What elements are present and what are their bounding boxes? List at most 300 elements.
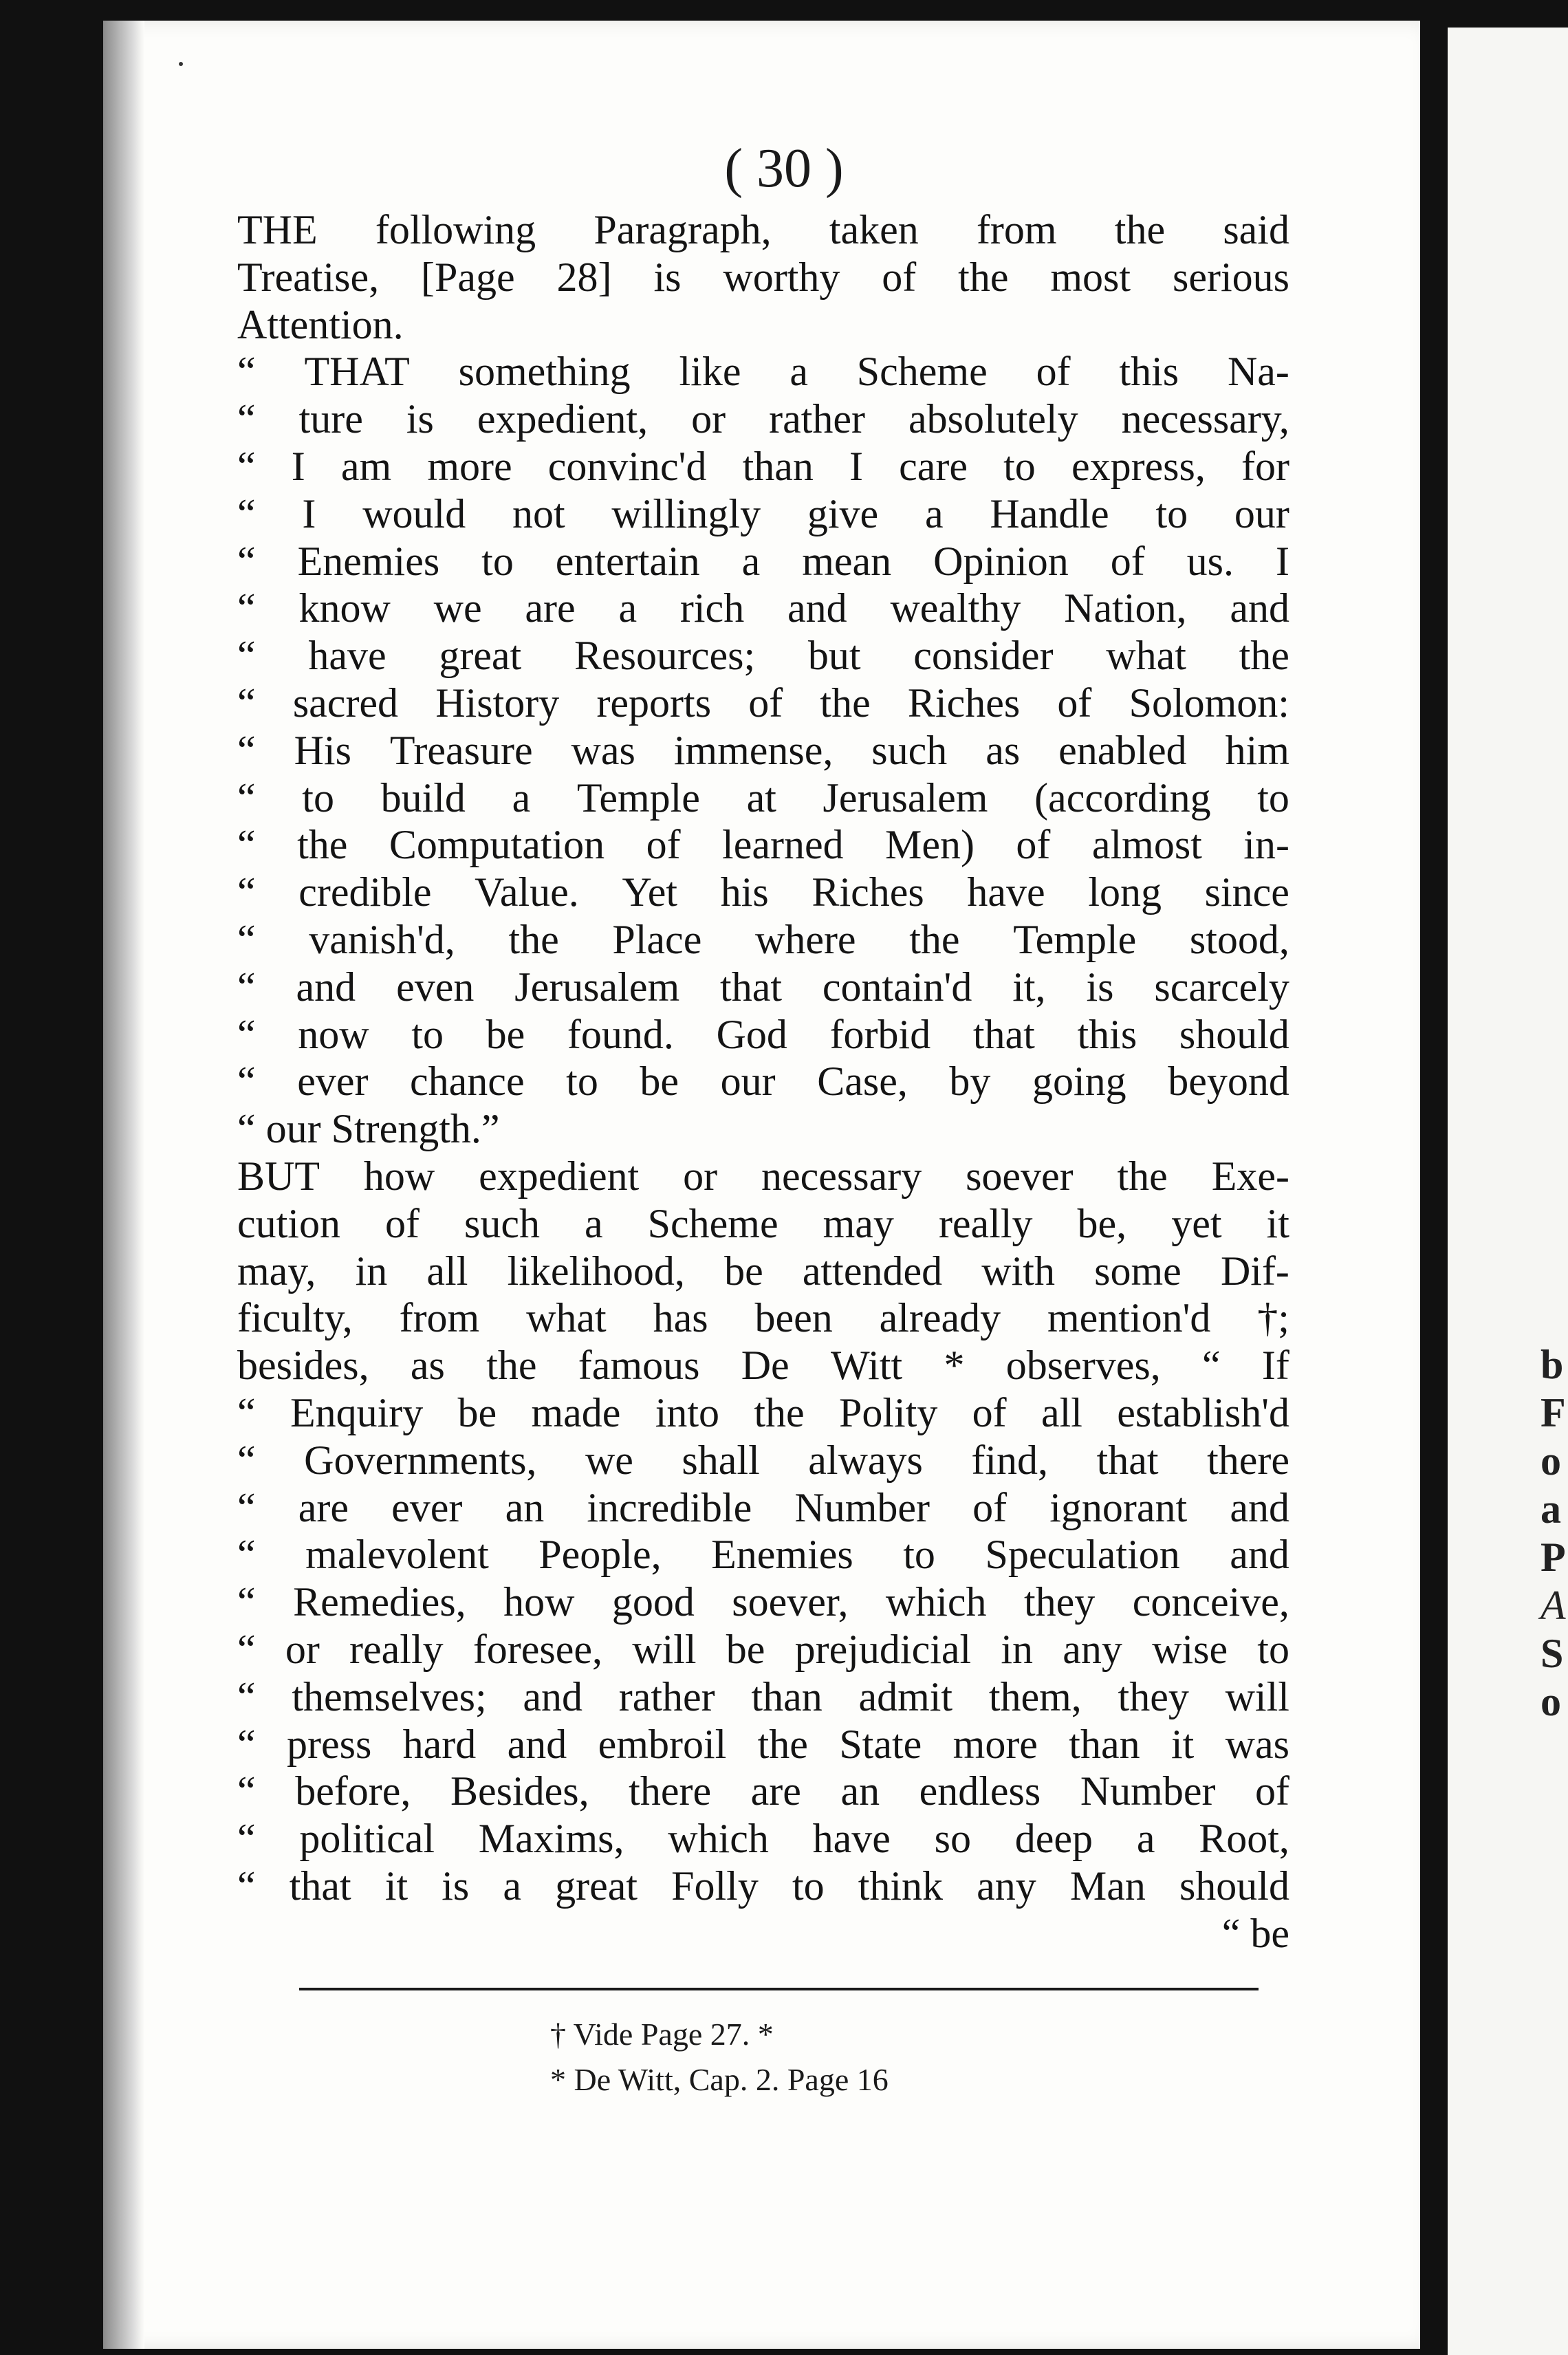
word: from: [399, 1295, 480, 1341]
word: to: [411, 1011, 444, 1057]
word: of: [646, 822, 681, 868]
text-line: [237, 1863, 1289, 1910]
word: besides,: [237, 1343, 369, 1389]
word: this: [1077, 1011, 1137, 1057]
word: Handle: [990, 490, 1109, 536]
word: this: [1119, 349, 1179, 395]
footnote-rule: [299, 1988, 1259, 1990]
word: build: [380, 774, 466, 821]
word: Case,: [817, 1059, 908, 1105]
word: expedient: [479, 1153, 640, 1199]
word: THE: [237, 207, 318, 252]
word: *: [944, 1343, 965, 1389]
word: Enemies: [297, 538, 440, 584]
word: admit: [858, 1673, 953, 1719]
word: that: [1096, 1437, 1159, 1483]
word: press: [287, 1721, 372, 1767]
word: Treasure: [389, 727, 533, 773]
word: of: [748, 680, 783, 726]
text-line: [237, 1342, 1289, 1389]
word: BUT: [237, 1153, 320, 1199]
word: a: [790, 349, 808, 395]
word: in-: [1243, 822, 1289, 868]
word: ever: [297, 1059, 369, 1105]
word: any: [1063, 1626, 1122, 1672]
word: and: [787, 585, 847, 631]
word: any: [977, 1863, 1036, 1909]
word: the: [1117, 1153, 1168, 1199]
word: which: [885, 1579, 987, 1625]
word: to: [792, 1863, 825, 1909]
word: than: [1069, 1721, 1140, 1767]
word: an: [505, 1484, 545, 1530]
word: Na-: [1227, 349, 1289, 395]
text-line: [237, 774, 1289, 822]
word: in: [355, 1248, 388, 1294]
word: the: [1114, 207, 1166, 252]
word: His: [294, 727, 351, 773]
word: have: [812, 1816, 891, 1862]
word: Number: [794, 1484, 930, 1530]
word: “: [237, 1437, 256, 1483]
word: what: [526, 1295, 607, 1341]
word: him: [1225, 727, 1289, 773]
word: soever,: [732, 1579, 849, 1625]
word: to: [566, 1059, 598, 1105]
word: since: [1204, 869, 1289, 915]
word: and: [296, 964, 356, 1010]
margin-fragment: S: [1540, 1631, 1564, 1676]
word: Witt: [830, 1343, 903, 1389]
margin-fragment: F: [1540, 1390, 1566, 1435]
word: so: [934, 1816, 972, 1862]
word: into: [655, 1389, 720, 1435]
word: would: [362, 490, 466, 536]
text-line: [237, 1058, 1289, 1105]
word: such: [464, 1200, 540, 1246]
word: Scheme: [647, 1200, 778, 1246]
word: “: [237, 349, 256, 395]
word: rather: [618, 1673, 715, 1719]
word: are: [298, 1484, 349, 1530]
word: of: [1057, 680, 1092, 726]
text-line: [237, 1389, 1289, 1437]
word: State: [839, 1721, 922, 1767]
word: a: [503, 1863, 522, 1909]
margin-fragment: o: [1540, 1438, 1561, 1484]
word: sacred: [292, 680, 399, 726]
word: If: [1261, 1343, 1289, 1389]
margin-fragment: P: [1540, 1534, 1566, 1580]
word: “: [237, 443, 256, 489]
word: Speculation: [985, 1532, 1180, 1578]
word: said: [1223, 207, 1289, 252]
word: from: [976, 207, 1057, 252]
word: wealthy: [890, 585, 1021, 631]
word: wise: [1152, 1626, 1228, 1672]
word: Enemies: [711, 1532, 853, 1578]
word: Yet: [622, 869, 678, 915]
word: or: [683, 1153, 718, 1199]
word: willingly: [611, 490, 761, 536]
text-line: [237, 1815, 1289, 1863]
word: of: [1254, 1768, 1289, 1814]
word: serious: [1172, 254, 1289, 300]
word: I: [849, 443, 864, 489]
gutter-shadow: [103, 21, 144, 2349]
word: Temple: [1013, 916, 1137, 962]
word: soever: [966, 1153, 1074, 1199]
footnotes: [550, 2012, 889, 2103]
word: such: [871, 727, 948, 773]
word: following: [375, 207, 536, 252]
word: a: [1136, 1816, 1155, 1862]
word: “: [237, 538, 256, 584]
word: them,: [988, 1673, 1082, 1719]
text-line: “ our Strength.”: [237, 1106, 500, 1152]
word: Computation: [389, 822, 605, 868]
word: has: [653, 1295, 708, 1341]
word: rich: [679, 585, 745, 631]
word: and: [1230, 1532, 1289, 1578]
word: Polity: [838, 1389, 938, 1435]
word: Besides,: [450, 1768, 589, 1814]
margin-fragment: A: [1540, 1583, 1566, 1628]
word: vanish'd,: [309, 916, 455, 962]
word: mean: [802, 538, 892, 584]
word: for: [1241, 443, 1289, 489]
text-line: [237, 1437, 1289, 1484]
word: contain'd: [822, 964, 972, 1010]
word: Jerusalem: [514, 964, 680, 1010]
word: they: [1118, 1673, 1189, 1719]
word: it,: [1012, 964, 1046, 1010]
word: not: [512, 490, 565, 536]
word: good: [611, 1579, 695, 1625]
word: at: [746, 774, 776, 821]
word: hard: [402, 1721, 477, 1767]
word: “: [1202, 1343, 1221, 1389]
text-line: [237, 1200, 1289, 1248]
text-line: [237, 821, 1289, 869]
word: attended: [802, 1248, 943, 1294]
word: necessary: [761, 1153, 922, 1199]
word: Treatise,: [237, 254, 380, 300]
text-line: Attention.: [237, 301, 404, 347]
word: and: [507, 1721, 567, 1767]
word: “: [237, 1626, 256, 1672]
word: will: [1225, 1673, 1289, 1719]
word: “: [237, 1532, 256, 1578]
word: the: [508, 916, 559, 962]
footnote-asterisk: * De Witt, Cap. 2. Page 16: [550, 2062, 889, 2097]
word: than: [751, 1673, 823, 1719]
word: learned: [722, 822, 844, 868]
word: De: [741, 1343, 790, 1389]
word: our: [720, 1059, 776, 1105]
word: to: [1003, 443, 1036, 489]
word: that: [720, 964, 783, 1010]
word: be,: [1077, 1200, 1127, 1246]
word: History: [435, 680, 560, 726]
text-line: [237, 1294, 1289, 1342]
word: foresee,: [472, 1626, 603, 1672]
word: to: [1257, 774, 1289, 821]
word: rather: [769, 396, 865, 442]
word: “: [237, 490, 256, 536]
word: than: [742, 443, 814, 489]
margin-fragment: b: [1540, 1342, 1564, 1387]
word: in: [1001, 1626, 1034, 1672]
text-line: [237, 585, 1289, 632]
word: like: [679, 349, 741, 395]
word: a: [618, 585, 638, 631]
word: but: [807, 633, 861, 679]
word: expedient,: [477, 396, 649, 442]
word: is: [442, 1863, 470, 1909]
word: “: [237, 1721, 256, 1767]
word: Riches: [812, 869, 924, 915]
word: Governments,: [304, 1437, 537, 1483]
word: of: [385, 1200, 420, 1246]
word: consider: [913, 633, 1054, 679]
word: ficulty,: [237, 1295, 353, 1341]
text-line: [237, 206, 1289, 254]
word: we: [585, 1437, 633, 1483]
word: really: [349, 1626, 444, 1672]
word: People,: [538, 1532, 662, 1578]
word: some: [1094, 1248, 1182, 1294]
word: care: [899, 443, 968, 489]
text-line: [237, 443, 1289, 490]
word: long: [1088, 869, 1162, 915]
word: even: [396, 964, 475, 1010]
body-text: [237, 206, 1289, 1957]
text-line: [237, 1248, 1289, 1295]
word: ever: [391, 1484, 463, 1530]
word: enabled: [1058, 727, 1187, 773]
word: have: [967, 869, 1045, 915]
word: be: [486, 1011, 525, 1057]
word: forbid: [829, 1011, 931, 1057]
word: a: [924, 490, 944, 536]
word: and: [1230, 1484, 1289, 1530]
word: which: [668, 1816, 769, 1862]
word: themselves;: [292, 1673, 487, 1719]
word: how: [503, 1579, 575, 1625]
word: our: [1234, 490, 1289, 536]
word: Opinion: [933, 538, 1069, 584]
word: Exe-: [1211, 1153, 1289, 1199]
word: that: [972, 1011, 1035, 1057]
word: establish'd: [1117, 1389, 1289, 1435]
word: “: [237, 869, 256, 915]
word: already: [879, 1295, 1001, 1341]
word: we: [433, 585, 482, 631]
word: to: [481, 538, 514, 584]
paper-speck: [179, 62, 183, 66]
word: almost: [1091, 822, 1202, 868]
word: “: [237, 633, 256, 679]
word: us.: [1186, 538, 1234, 584]
word: be: [457, 1389, 497, 1435]
text-line: [237, 1768, 1289, 1815]
word: the: [297, 822, 348, 868]
word: with: [981, 1248, 1055, 1294]
word: now: [298, 1011, 369, 1057]
text-line: [237, 254, 1289, 301]
word: there: [1207, 1437, 1289, 1483]
word: a: [512, 774, 531, 821]
word: was: [571, 727, 635, 773]
text-line: [237, 490, 1289, 538]
word: “: [237, 727, 256, 773]
word: may,: [237, 1248, 316, 1294]
word: God: [716, 1011, 787, 1057]
word: I: [302, 490, 316, 536]
word: the: [1239, 633, 1289, 679]
text-line: [237, 632, 1289, 680]
word: be: [726, 1626, 765, 1672]
word: ignorant: [1049, 1484, 1188, 1530]
word: think: [858, 1863, 944, 1909]
word: beyond: [1168, 1059, 1289, 1105]
word: before,: [295, 1768, 411, 1814]
word: Enquiry: [290, 1389, 424, 1435]
word: Folly: [671, 1863, 759, 1909]
word: Scheme: [856, 349, 988, 395]
word: a: [741, 538, 761, 584]
word: great: [439, 633, 522, 679]
word: of: [882, 254, 917, 300]
word: Paragraph,: [594, 207, 772, 252]
word: know: [298, 585, 391, 631]
word: really: [938, 1200, 1033, 1246]
word: “: [237, 964, 256, 1010]
word: Nation,: [1064, 585, 1187, 631]
word: Temple: [576, 774, 700, 821]
word: is: [653, 254, 682, 300]
text-line: [237, 1153, 1289, 1200]
word: the: [909, 916, 960, 962]
word: Place: [612, 916, 702, 962]
word: the: [754, 1389, 805, 1435]
text-line: [237, 964, 1289, 1011]
word: ture: [298, 396, 363, 442]
page-number: ( 30 ): [724, 138, 844, 199]
text-line: [237, 1484, 1289, 1532]
word: cution: [237, 1200, 340, 1246]
facing-page-edge: [1448, 28, 1568, 2355]
word: will: [632, 1626, 697, 1672]
word: as: [410, 1343, 445, 1389]
word: shall: [682, 1437, 760, 1483]
word: to: [903, 1532, 935, 1578]
word: “: [237, 822, 256, 868]
word: Resources;: [574, 633, 756, 679]
word: was: [1225, 1721, 1289, 1767]
catchword: “ be: [1221, 1910, 1289, 1956]
word: what: [1106, 633, 1186, 679]
word: absolutely: [908, 396, 1078, 442]
word: “: [237, 916, 256, 962]
word: endless: [919, 1768, 1041, 1814]
word: more: [952, 1721, 1038, 1767]
text-line: [237, 538, 1289, 585]
word: [Page: [421, 254, 515, 300]
text-line: [237, 1626, 1289, 1673]
word: taken: [829, 207, 919, 252]
word: Jerusalem: [823, 774, 988, 821]
word: observes,: [1005, 1343, 1161, 1389]
word: “: [237, 1389, 256, 1435]
word: a: [585, 1200, 603, 1246]
word: the: [958, 254, 1009, 300]
word: “: [237, 396, 256, 442]
word: Remedies,: [293, 1579, 466, 1625]
word: the: [486, 1343, 537, 1389]
word: “: [237, 585, 256, 631]
word: I: [291, 443, 305, 489]
margin-fragment: o: [1540, 1679, 1561, 1724]
word: that: [289, 1863, 351, 1909]
word: credible: [298, 869, 432, 915]
word: great: [555, 1863, 638, 1909]
word: (according: [1034, 774, 1211, 821]
word: it: [384, 1863, 409, 1909]
word: conceive,: [1132, 1579, 1289, 1625]
word: I: [1275, 538, 1289, 584]
word: convinc'd: [547, 443, 707, 489]
word: more: [427, 443, 512, 489]
text-line: [237, 916, 1289, 964]
word: something: [458, 349, 631, 395]
word: it: [1266, 1200, 1289, 1246]
word: am: [340, 443, 392, 489]
text-line: [237, 1011, 1289, 1059]
word: all: [1041, 1389, 1082, 1435]
word: immense,: [673, 727, 834, 773]
word: of: [1036, 349, 1071, 395]
text-line: [237, 1673, 1289, 1721]
word: going: [1032, 1059, 1126, 1105]
word: may: [823, 1200, 894, 1246]
margin-fragment: a: [1540, 1486, 1561, 1532]
word: to: [1257, 1626, 1289, 1672]
word: or: [691, 396, 726, 442]
word: malevolent: [305, 1532, 489, 1578]
word: yet: [1171, 1200, 1222, 1246]
word: as: [986, 727, 1021, 773]
word: likelihood,: [507, 1248, 685, 1294]
word: necessary,: [1121, 396, 1289, 442]
word: are: [525, 585, 576, 631]
word: an: [840, 1768, 880, 1814]
word: THAT: [304, 349, 410, 395]
word: worthy: [723, 254, 840, 300]
word: “: [237, 1579, 256, 1625]
word: “: [237, 774, 256, 821]
word: stood,: [1189, 916, 1289, 962]
text-line: [237, 1721, 1289, 1768]
word: of: [1016, 822, 1051, 868]
word: Men): [885, 822, 974, 868]
word: always: [808, 1437, 923, 1483]
word: been: [754, 1295, 833, 1341]
word: political: [299, 1816, 435, 1862]
word: are: [750, 1768, 801, 1814]
word: where: [754, 916, 856, 962]
